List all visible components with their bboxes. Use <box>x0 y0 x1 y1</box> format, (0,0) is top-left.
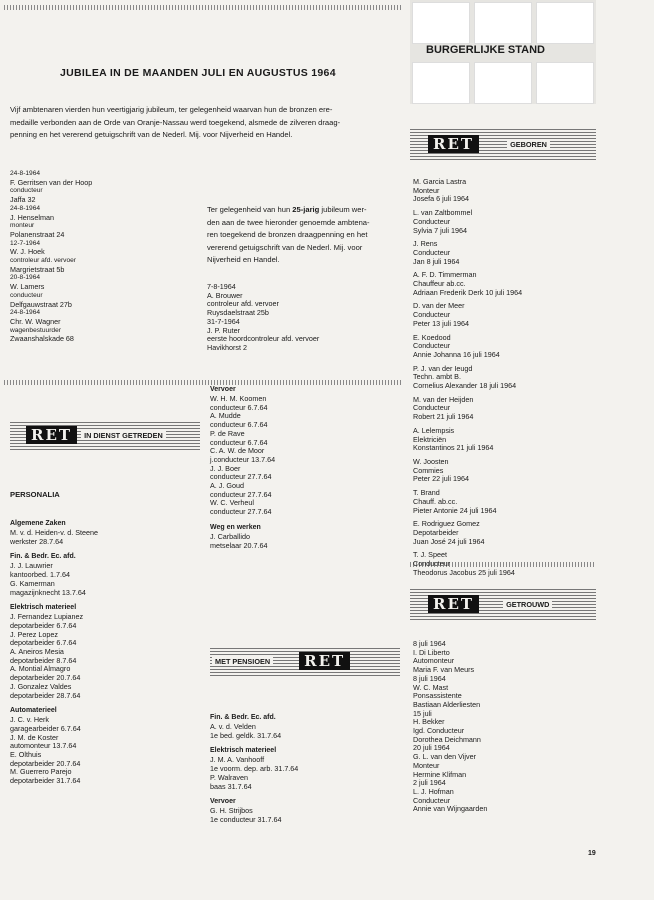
jubilee-name: W. J. Hoek <box>10 247 45 257</box>
person-name: J. J. Lauwrier <box>10 561 53 571</box>
in-dienst-left-list <box>10 519 200 786</box>
marriage-date: 15 juli <box>413 708 432 718</box>
twentyfive-line <box>207 254 402 267</box>
group-heading: Fin. & Bedr. Ec. afd. <box>210 714 276 721</box>
jubilee-address: Margrietstraat 5b <box>10 264 65 274</box>
jubilee-date: 24-8-1964 <box>10 204 41 212</box>
jubilee-name: F. Gerritsen van der Hoop <box>10 177 93 187</box>
person-role: conducteur 6.7.64 <box>210 402 268 412</box>
person-role: depotarbeider 6.7.64 <box>10 638 77 648</box>
getrouwd-band <box>410 588 596 620</box>
jubilee-role: conducteur <box>10 291 43 299</box>
intro-line: penning en het vererend getuigschrift van de Nederl. Mij. voor Nijverheid en Handel. <box>10 130 293 140</box>
in-dienst-right-list <box>210 385 400 550</box>
person-name: M. v. d. Heiden-v. d. Steene <box>10 528 99 537</box>
jubilee-role: eerste hoordcontroleur afd. vervoer <box>207 334 320 344</box>
marriage-bride: Bastiaan Alderliesten <box>413 699 481 709</box>
person-role: conducteur 27.7.64 <box>210 472 272 482</box>
marriage-job: Conducteur <box>413 795 451 805</box>
getrouwd-label: GETROUWD <box>503 600 552 609</box>
group-heading: Vervoer <box>210 798 236 806</box>
ret-logo: RET <box>26 426 77 444</box>
twentyfive-text-post: jubileum wer- <box>319 205 367 214</box>
burgerlijke-stand-header <box>410 0 596 104</box>
jubilee-name: J. P. Ruter <box>207 325 241 335</box>
jubilee-date: 24-8-1964 <box>10 309 41 317</box>
person-role: metselaar 20.7.64 <box>210 540 268 550</box>
in-dienst-label: IN DIENST GETREDEN <box>81 431 166 440</box>
ret-logo-pensioen: RET <box>299 652 350 670</box>
twentyfive-text-bold: 25-jarig <box>292 205 320 214</box>
person-role: depotarbeider 20.7.64 <box>10 673 81 683</box>
birth-parent: P. J. van der Ieugd <box>413 363 473 373</box>
jubilee-name: Chr. W. Wagner <box>10 316 61 326</box>
marriage-job: Automonteur <box>413 656 455 666</box>
birth-parent: M. van der Heijden <box>413 394 474 404</box>
jubilee-role: wagenbestuurder <box>10 326 61 334</box>
person-role: depotarbeider 28.7.64 <box>10 690 81 700</box>
person-role: conducteur 27.7.64 <box>210 507 272 517</box>
twentyfive-line <box>207 242 402 255</box>
person-name: J. Perez Lopez <box>10 629 58 639</box>
person-role: werkster 28.7.64 <box>10 536 64 546</box>
birth-job: Conducteur <box>413 310 451 320</box>
jubilee-role: monteur <box>10 222 35 230</box>
birth-child: Pieter Antonie 24 juli 1964 <box>413 505 497 515</box>
birth-child: Adriaan Frederik Derk 10 juli 1964 <box>413 287 523 297</box>
jubilee-name: W. Lamers <box>10 282 45 292</box>
birth-child: Cornelius Alexander 18 juli 1964 <box>413 381 517 391</box>
person-role: conducteur 27.7.64 <box>210 489 272 499</box>
jubilee-name: J. Henselman <box>10 212 54 222</box>
person-name: G. Kamerman <box>10 578 55 588</box>
birth-job: Elektriciën <box>413 434 447 444</box>
birth-parent: E. Koedood <box>413 332 451 342</box>
birth-child: Juan José 24 juli 1964 <box>413 536 485 546</box>
person-name: J. M. A. Vanhooff <box>210 755 265 765</box>
jubilee-date: 12-7-1964 <box>10 239 41 247</box>
twentyfive-text-pre: Ter gelegenheid van hun <box>207 205 293 214</box>
jubilee-address: Zwaanshalskade 68 <box>10 334 74 344</box>
birth-job: Conducteur <box>413 341 451 351</box>
marriage-bride: Dorothea Deichmann <box>413 734 481 744</box>
marriage-groom: G. L. van den Vijver <box>413 752 476 762</box>
twentyfive-list <box>207 283 402 353</box>
person-name: P. de Rave <box>210 428 245 438</box>
group-heading: Elektrisch materieel <box>10 604 77 612</box>
person-name: W. C. Verheul <box>210 498 254 508</box>
jubilee-date: 31-7-1964 <box>207 316 240 326</box>
birth-parent: D. van der Meer <box>413 301 465 311</box>
birth-child: Jan 8 juli 1964 <box>413 256 460 266</box>
geboren-band <box>410 128 596 160</box>
person-role: 1e bed. geldk. 31.7.64 <box>210 730 282 740</box>
birth-child: Peter 22 juli 1964 <box>413 474 469 484</box>
person-name: J. C. v. Herk <box>10 715 50 725</box>
geboren-list <box>413 178 599 577</box>
birth-parent: W. Joosten <box>413 456 449 466</box>
person-name: J. Gonzalez Valdes <box>10 681 72 691</box>
jubilea-intro <box>10 104 400 142</box>
person-role: conducteur 6.7.64 <box>210 437 268 447</box>
person-role: depotarbeider 20.7.64 <box>10 758 81 768</box>
twentyfive-text-pre: vererend getuigschrift van de Nederl. Mij. voor <box>207 242 363 252</box>
jubilea-title: JUBILEA IN DE MAANDEN JULI EN AUGUSTUS 1964 <box>60 67 336 79</box>
birth-job: Conducteur <box>413 247 451 257</box>
birth-parent: M. Garcia Lastra <box>413 177 467 186</box>
birth-parent: L. van Zaltbommel <box>413 208 473 218</box>
burgerlijke-stand-title: BURGERLIJKE STAND <box>426 44 545 56</box>
intro-line: medaille verbonden aan de Orde van Oranje-Nassau werd toegekend, alsmede de zilveren draag- <box>10 117 341 127</box>
top-divider <box>4 5 402 10</box>
twentyfive-line <box>207 229 402 242</box>
birth-child: Theodorus Jacobus 25 juli 1964 <box>413 567 515 577</box>
page-number: 19 <box>588 850 596 857</box>
marriage-job: Ponsassistente <box>413 691 462 701</box>
person-role: depotarbeider 6.7.64 <box>10 620 77 630</box>
ret-logo-getrouwd: RET <box>428 595 479 613</box>
jubilee-role: conducteur <box>10 187 43 195</box>
personalia-heading: PERSONALIA <box>10 490 60 499</box>
person-name: A. Aneiros Mesia <box>10 647 64 657</box>
jubilee-date: 24-8-1964 <box>10 170 41 177</box>
birth-job: Conducteur <box>413 403 451 413</box>
twentyfive-line <box>207 204 402 217</box>
birth-parent: J. Rens <box>413 239 438 249</box>
jubilee-name: A. Brouwer <box>207 290 243 300</box>
birth-job: Conducteur <box>413 216 451 226</box>
person-name: J. M. de Koster <box>10 732 59 742</box>
twentyfive-text-pre: Nijverheid en Handel. <box>207 255 280 265</box>
jubilee-address: Jaffa 32 <box>10 195 36 205</box>
jubilee-address: Havikhorst 2 <box>207 342 247 352</box>
person-name: A. Montial Almagro <box>10 664 71 674</box>
pensioen-band <box>210 646 400 676</box>
marriage-job: Monteur <box>413 760 440 770</box>
pensioen-list <box>210 713 400 825</box>
person-role: 1e voorm. dep. arb. 31.7.64 <box>210 764 299 774</box>
person-name: A. J. Goud <box>210 481 244 491</box>
jubilee-role: controleur afd. vervoer <box>10 257 76 265</box>
geboren-label: GEBOREN <box>507 140 550 149</box>
person-role: baas 31.7.64 <box>210 781 252 791</box>
person-name: J. Fernandez Lupianez <box>10 612 84 622</box>
marriage-bride: Annie van Wijngaarden <box>413 804 488 814</box>
twentyfive-text-pre: ren toegekend de bronzen draagpenning en het <box>207 230 368 240</box>
person-role: kantoorbed. 1.7.64 <box>10 570 70 580</box>
person-role: conducteur 6.7.64 <box>210 420 268 430</box>
jubilee-date: 7-8-1964 <box>207 282 236 291</box>
person-role: garagearbeider 6.7.64 <box>10 723 81 733</box>
person-role: j.conducteur 13.7.64 <box>210 454 276 464</box>
birth-job: Chauff. ab.cc. <box>413 496 458 506</box>
birth-job: Depotarbeider <box>413 527 459 537</box>
marriage-date: 20 juli 1964 <box>413 743 450 753</box>
jubilee-address: Polanenstraat 24 <box>10 229 65 239</box>
person-role: magazijnknecht 13.7.64 <box>10 587 86 597</box>
birth-job: Chauffeur ab.cc. <box>413 279 466 289</box>
birth-job: Techn. ambt B. <box>413 372 461 382</box>
person-name: G. H. Strijbos <box>210 806 253 816</box>
group-heading: Weg en werken <box>210 523 261 531</box>
twentyfive-text-pre: den aan de twee hieronder genoemde ambtena- <box>207 217 370 227</box>
birth-child: Sylvia 7 juli 1964 <box>413 225 467 235</box>
birth-child: Robert 21 juli 1964 <box>413 412 474 422</box>
marriage-groom: H. Bekker <box>413 717 445 727</box>
jubilee-role: controleur afd. vervoer <box>207 299 279 309</box>
person-name: P. Walraven <box>210 772 248 782</box>
jubilee-address: Delfgauwstraat 27b <box>10 299 72 309</box>
birth-job: Monteur <box>413 185 440 195</box>
birth-child: Josefa 6 juli 1964 <box>413 194 469 204</box>
birth-parent: A. Lelempsis <box>413 425 455 435</box>
person-name: A. v. d. Velden <box>210 722 256 731</box>
group-heading: Algemene Zaken <box>10 520 66 527</box>
group-heading: Automaterieel <box>10 707 57 715</box>
intro-line: Vijf ambtenaren vierden hun veertigjarig jubileum, ter gelegenheid waarvan hun de bronzen ere- <box>10 105 333 114</box>
marriage-bride: Hermine Klifman <box>413 769 467 779</box>
marriage-groom: W. C. Mast <box>413 682 449 692</box>
person-name: M. Guerrero Parejo <box>10 767 72 777</box>
twentyfive-line <box>207 217 402 230</box>
pensioen-label: MET PENSIOEN <box>212 657 273 666</box>
marriage-groom: I. Di Liberto <box>413 647 450 657</box>
person-name: C. A. W. de Moor <box>210 446 265 456</box>
person-role: depotarbeider 8.7.64 <box>10 655 77 665</box>
person-name: J. Carballido <box>210 531 250 541</box>
birth-parent: A. F. D. Timmerman <box>413 270 477 280</box>
marriage-bride: Maria F. van Meurs <box>413 665 475 675</box>
birth-job: Commies <box>413 465 444 475</box>
jubilee-address: Ruysdaelstraat 25b <box>207 308 269 318</box>
marriage-groom: L. J. Hofman <box>413 786 454 796</box>
person-role: depotarbeider 31.7.64 <box>10 776 81 786</box>
person-role: 1e conducteur 31.7.64 <box>210 814 282 824</box>
birth-parent: T. Brand <box>413 488 440 498</box>
birth-child: Annie Johanna 16 juli 1964 <box>413 349 500 359</box>
group-heading: Elektrisch materieel <box>210 747 277 755</box>
birth-job: Conducteur <box>413 559 451 569</box>
in-dienst-band <box>10 420 200 450</box>
person-name: E. Olthuis <box>10 750 42 760</box>
marriage-date: 8 juli 1964 <box>413 673 446 683</box>
person-name: W. H. M. Koomen <box>210 394 267 403</box>
twentyfive-intro <box>207 204 402 267</box>
forty-year-list <box>10 170 200 344</box>
birth-child: Konstantinos 21 juli 1964 <box>413 443 494 453</box>
marriage-date: 2 juli 1964 <box>413 778 446 788</box>
jubilee-date: 20-8-1964 <box>10 274 41 282</box>
getrouwd-list <box>413 640 599 814</box>
person-name: A. Mudde <box>210 411 241 421</box>
birth-parent: T. J. Speet <box>413 550 447 560</box>
group-heading: Fin. & Bedr. Ec. afd. <box>10 553 76 561</box>
marriage-date: 8 juli 1964 <box>413 639 446 648</box>
person-role: automonteur 13.7.64 <box>10 741 77 751</box>
birth-child: Peter 13 juli 1964 <box>413 318 469 328</box>
ret-logo-geboren: RET <box>428 135 479 153</box>
person-name: J. J. Boer <box>210 463 241 473</box>
marriage-job: Igd. Conducteur <box>413 726 465 736</box>
birth-parent: E. Rodriguez Gomez <box>413 519 480 529</box>
group-heading: Vervoer <box>210 386 236 393</box>
